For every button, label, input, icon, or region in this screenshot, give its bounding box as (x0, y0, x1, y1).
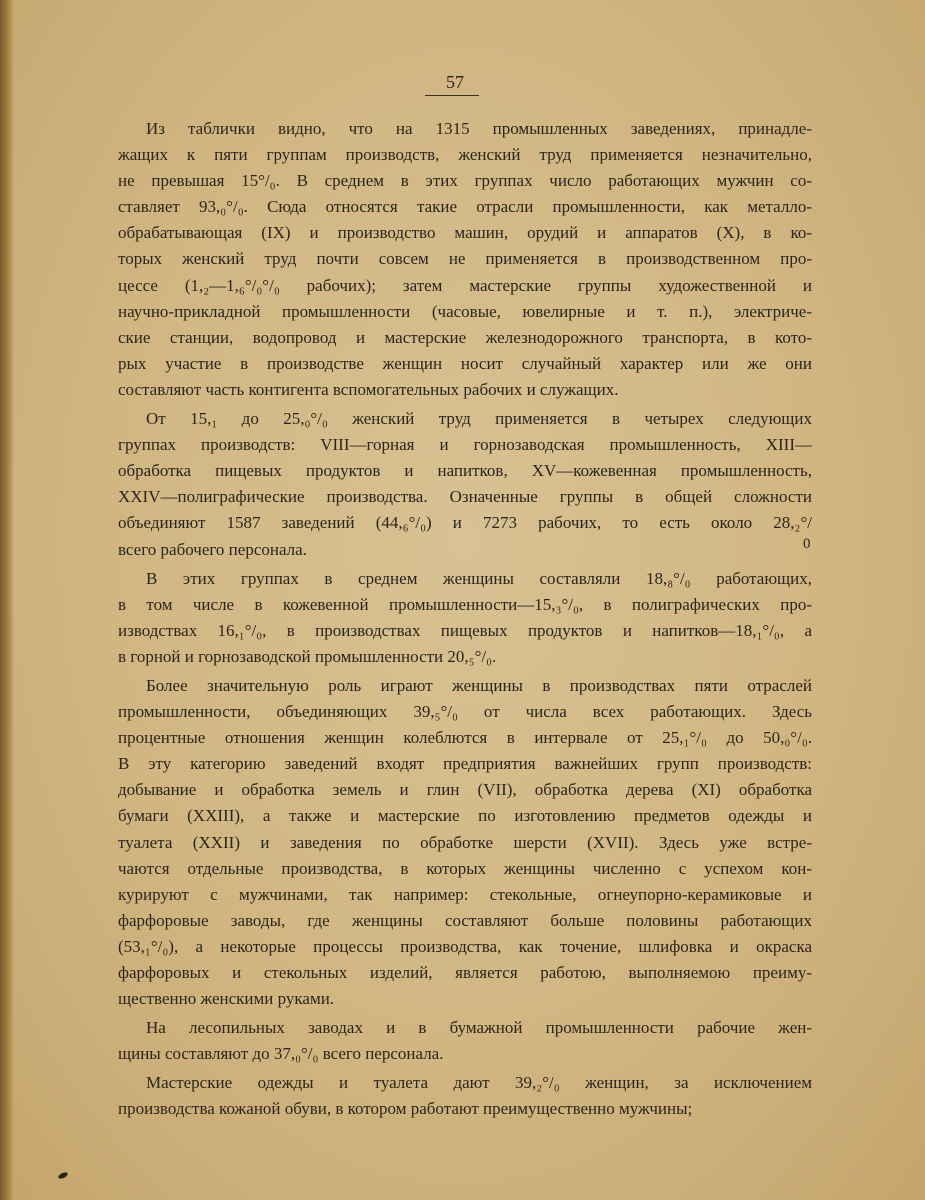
text-line: всего рабочего персонала. (118, 539, 307, 559)
binding-shadow (0, 0, 14, 1200)
text-line: фарфоровых и стекольных изделий, является работою, выполняемою преиму- (118, 963, 812, 982)
page-number: 57 (446, 72, 464, 92)
text-line: (53,₁°/₀), а некоторые процессы производства, как точение, шлифовка и окраска (118, 936, 812, 956)
page-number-rule (425, 95, 479, 96)
text-line: На лесопильных заводах и в бумажной промышленности рабочие жен- (146, 1018, 812, 1038)
text-line: изводствах 16,₁°/₀, в производствах пищевых продуктов и напитков—18,₁°/₀, а (118, 620, 812, 640)
body-text (118, 116, 812, 1123)
text-line: В этих группах в среднем женщины составляли 18,₈°/₀ работающих, (146, 568, 812, 588)
text-line: в том числе в кожевенной промышленности—15,₃°/₀, в полиграфических про- (118, 594, 812, 614)
ink-smudge (57, 1171, 68, 1180)
text-line: производства кожаной обуви, в котором работают преимущественно мужчины; (118, 1099, 693, 1119)
text-line: научно-прикладной промышленности (часовые, ювелирные и т. п.), электриче- (118, 301, 812, 321)
text-line: промышленности, объединяющих 39,₅°/₀ от числа всех работающих. Здесь (118, 702, 812, 722)
text-line: фарфоровые заводы, где женщины составляют больше половины работающих (118, 910, 812, 930)
text-line: бумаги (XXIII), а также и мастерские по изготовлению предметов одежды и (118, 806, 812, 826)
text-line: щественно женскими руками. (118, 989, 335, 1009)
text-line: туалета (XXII) и заведения по обработке шерсти (XVII). Здесь уже встре- (118, 832, 812, 852)
text-line: ские станции, водопровод и мастерские железнодорожного транспорта, в кото- (118, 327, 812, 347)
text-line: В эту категорию заведений входят предприятия важнейших групп производств: (118, 754, 812, 774)
text-line: Более значительную роль играют женщины в производствах пяти отраслей (146, 675, 812, 695)
text-line: цессе (1,₂—1,₆°/₀°/₀ рабочих); затем мастерские группы художественной и (118, 275, 812, 295)
stray-mark: 0 (803, 536, 811, 552)
text-line: рых участие в производстве женщин носит случайный характер или же они (118, 353, 812, 373)
text-line: Мастерские одежды и туалета дают 39,₂°/₀ женщин, за исключением (146, 1073, 812, 1093)
text-line: торых женский труд почти совсем не применяется в производственном про- (118, 249, 812, 269)
text-line: не превышая 15°/₀. В среднем в этих группах число работающих мужчин со- (118, 171, 812, 191)
text-line: в горной и горнозаводской промышленности 20,₅°/₀. (118, 646, 497, 666)
text-line: группах производств: VIII—горная и горнозаводская промышленность, XIII— (118, 435, 812, 455)
text-line: обрабатывающая (IX) и производство машин, орудий и аппаратов (X), в ко- (118, 223, 812, 243)
text-line: чаются отдельные производства, в которых женщины численно с успехом кон- (118, 858, 812, 878)
text-line: От 15,₁ до 25,₀°/₀ женский труд применяется в четырех следующих (146, 409, 812, 429)
text-line: XXIV—полиграфические производства. Означенные группы в общей сложности (118, 487, 812, 507)
text-line: составляют часть контигента вспомогательных рабочих и служащих. (118, 379, 619, 399)
text-line: добывание и обработка земель и глин (VII), обработка дерева (XI) обработка (118, 780, 812, 800)
text-line: курируют с мужчинами, так например: стекольные, огнеупорно-керамиковые и (118, 884, 812, 904)
text-line: щины составляют до 37,₀°/₀ всего персонала. (118, 1044, 444, 1064)
text-line: процентные отношения женщин колеблются в интервале от 25,₁°/₀ до 50,₀°/₀. (118, 728, 812, 748)
text-line: ставляет 93,₀°/₀. Сюда относятся такие отрасли промышленности, как металло- (118, 197, 812, 217)
text-line: обработка пищевых продуктов и напитков, XV—кожевенная промышленность, (118, 461, 812, 481)
text-line: Из таблички видно, что на 1315 промышленных заведениях, принадле- (146, 119, 812, 138)
text-line: объединяют 1587 заведений (44,₆°/₀) и 7273 рабочих, то есть около 28,₂°/ (118, 513, 812, 533)
text-line: жащих к пяти группам производств, женский труд применяется незначительно, (118, 145, 812, 165)
